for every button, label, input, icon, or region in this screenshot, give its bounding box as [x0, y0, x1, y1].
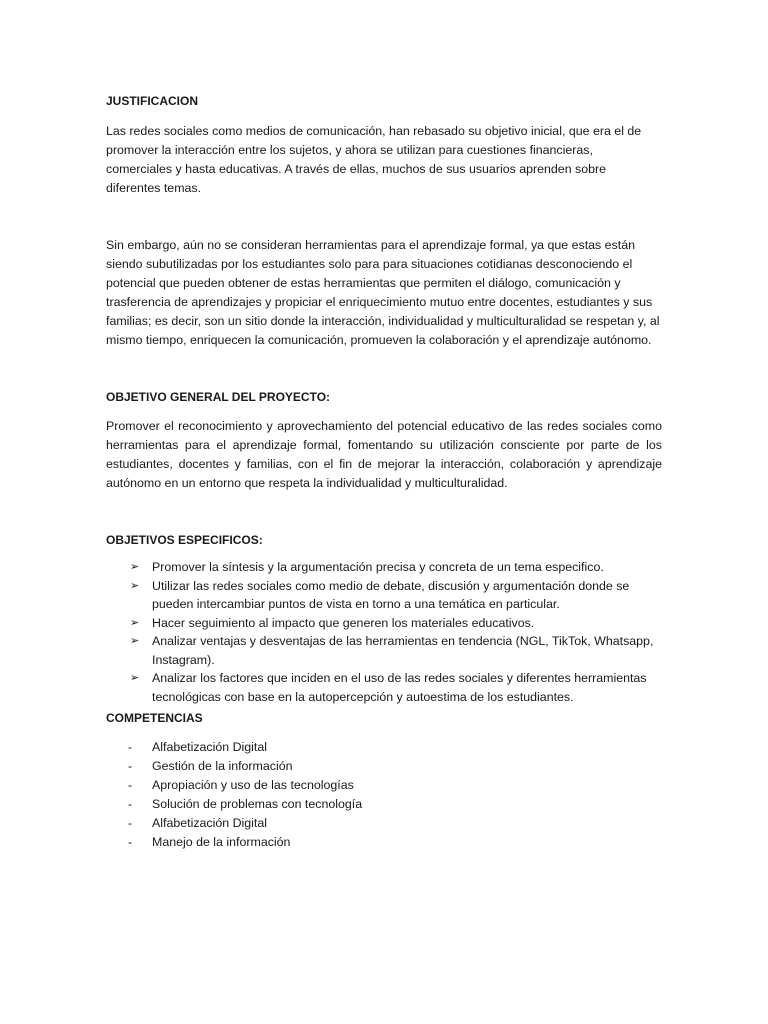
list-item: ➢ Utilizar las redes sociales como medio de debate, discusión y argumentación donde se pueden intercambiar puntos de vista en torno a una temática en particular. — [130, 578, 630, 611]
list-item: - Manejo de la información — [106, 833, 662, 852]
competencias-heading: COMPETENCIAS — [106, 711, 203, 725]
arrow-bullet-icon: ➢ — [130, 561, 140, 573]
list-item: ➢ Analizar ventajas y desventajas de las herramientas en tendencia (NGL, TikTok, Whatsapp, Instagram). — [130, 634, 654, 667]
list-item: - Gestión de la información — [106, 757, 662, 776]
arrow-bullet-icon: ➢ — [130, 672, 140, 684]
justificacion-paragraph-1: Las redes sociales como medios de comunicación, han rebasado su objetivo inicial, que era el de promover la interacción entre los sujetos, y ahora se utilizan para cuestiones financieras, comerciales y hasta educativas. A través de ellas, muchos de sus usuarios aprenden sobre diferentes temas. — [106, 124, 642, 195]
arrow-bullet-icon: ➢ — [130, 616, 140, 629]
list-item: - Solución de problemas con tecnología — [106, 795, 662, 814]
justificacion-heading: JUSTIFICACION — [106, 94, 199, 108]
list-item: - Alfabetización Digital — [106, 814, 662, 833]
dash-bullet: - — [128, 740, 133, 754]
arrow-bullet-icon: ➢ — [130, 579, 140, 592]
document-page — [106, 92, 662, 852]
objetivos-especificos-list — [106, 558, 662, 706]
list-item: - Apropiación y uso de las tecnologías — [106, 776, 662, 795]
objetivo-general-paragraph: Promover el reconocimiento y aprovechamiento del potencial educativo de las redes sociales como herramientas para el aprendizaje formal, fomentando su utilización consciente por parte de los estudiantes, docentes y familias, con el fin de mejorar la interacción, colaboración y aprendizaje autónomo en un entorno que respeta la individualidad y multiculturalidad. — [106, 419, 662, 490]
list-item: ➢ Promover la síntesis y la argumentación precisa y concreta de un tema especifico. — [106, 558, 662, 577]
justificacion-paragraph-2: Sin embargo, aún no se consideran herramientas para el aprendizaje formal, ya que estas están siendo subutilizadas por los estudiantes solo para para situaciones cotidianas desconociendo el potencial que pueden obtener de estas herramientas que permiten el diálogo, comunicación y trasferencia de aprendizajes y propiciar el enriquecimiento mutuo entre docentes, estudiantes y sus familias; es decir, son un sitio donde la interacción, individualidad y multiculturalidad se respetan y, al mismo tiempo, enriquecen la comunicación, promueven la colaboración y el aprendizaje autónomo. — [106, 238, 660, 347]
objetivos-especificos-heading: OBJETIVOS ESPECIFICOS: — [106, 533, 263, 547]
dash-bullet: - — [128, 816, 133, 830]
dash-bullet: - — [128, 778, 133, 792]
list-item: ➢ Analizar los factores que inciden en el uso de las redes sociales y diferentes herramientas tecnológicas con base en la autopercepción y autoestima de los estudiantes. — [130, 671, 647, 704]
competencias-list — [106, 738, 662, 852]
dash-bullet: - — [128, 835, 133, 849]
arrow-bullet-icon: ➢ — [130, 635, 140, 647]
dash-bullet: - — [128, 759, 133, 773]
list-item: ➢ Hacer seguimiento al impacto que generen los materiales educativos. — [106, 614, 662, 633]
list-item: - Alfabetización Digital — [106, 738, 662, 757]
dash-bullet: - — [128, 797, 133, 811]
objetivo-general-heading: OBJETIVO GENERAL DEL PROYECTO: — [106, 390, 331, 404]
